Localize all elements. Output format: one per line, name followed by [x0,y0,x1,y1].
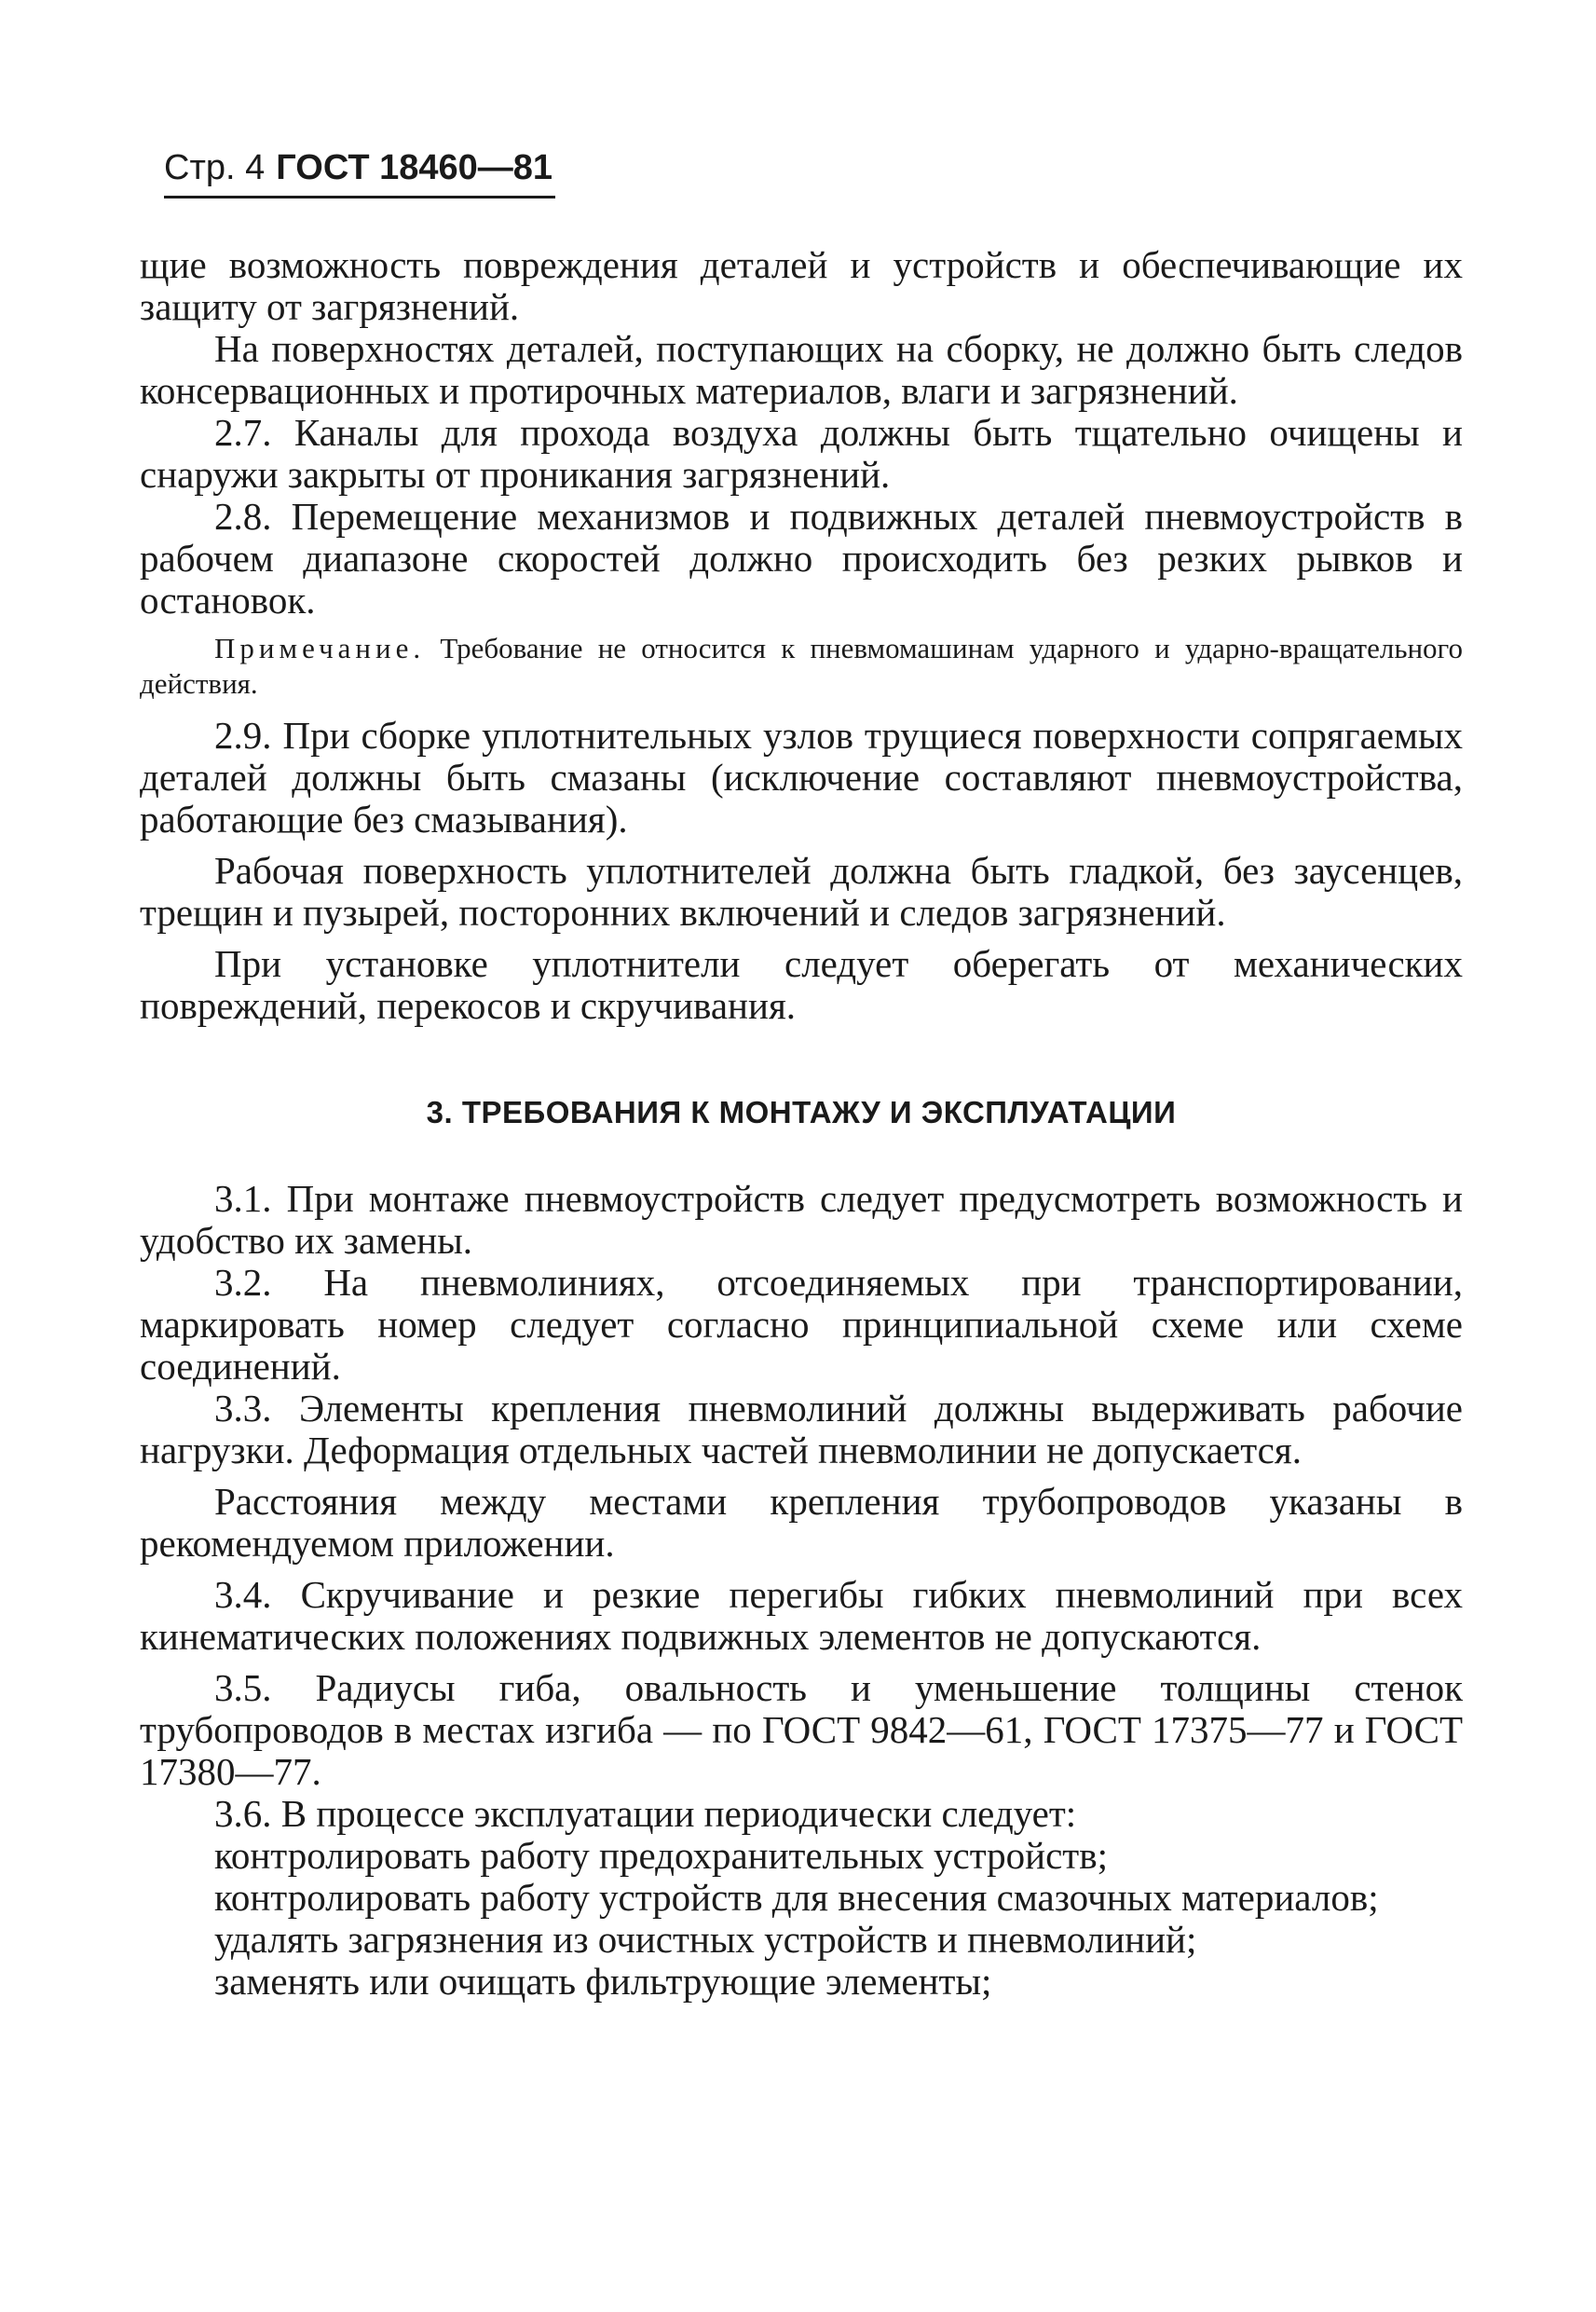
note-text: Требование не относится к пневмомашинам ударного и ударно-вращательного действия. [140,632,1464,700]
paragraph-continuation: щие возможность повреждения деталей и устройств и обеспечивающие их защиту от загрязнений. [140,243,1463,328]
paragraph-3-2: 3.2. На пневмолиниях, отсоединяемых при транспортировании, маркировать номер следует согласно принципиальной схеме или схеме соединений. [140,1261,1463,1388]
paragraph-3-3: 3.3. Элементы крепления пневмолиний должны выдерживать рабочие нагрузки. Деформация отдельных частей пневмолинии не допускается. [140,1387,1463,1471]
paragraph-3-5: 3.5. Радиусы гиба, овальность и уменьшение толщины стенок трубопроводов в местах изгиба — по ГОСТ 9842—61, ГОСТ 17375—77 и ГОСТ 17380—77. [140,1666,1463,1793]
page-number: Стр. 4 [164,148,266,187]
document-body [140,244,1463,2003]
paragraph-3-4: 3.4. Скручивание и резкие перегибы гибких пневмолиний при всех кинематических положениях подвижных элементов не допускаются. [140,1573,1463,1658]
paragraph-seal-install: При установке уплотнители следует оберегать от механических повреждений, перекосов и скручивания. [140,942,1463,1027]
paragraph-2-7: 2.7. Каналы для прохода воздуха должны быть тщательно очищены и снаружи закрыты от проникания загрязнений. [140,411,1463,496]
paragraph-3-6: 3.6. В процессе эксплуатации периодически следует: [214,1792,1077,1835]
list-item-remove-dirt: удалять загрязнения из очистных устройств и пневмолиний; [214,1918,1197,1961]
list-item-safety-devices: контролировать работу предохранительных устройств; [214,1834,1108,1877]
note-label: Примечание. [214,632,426,664]
list-item-filters: заменять или очищать фильтрующие элементы; [214,1960,992,2003]
paragraph-2-8: 2.8. Перемещение механизмов и подвижных деталей пневмоустройств в рабочем диапазоне скоростей должно происходить без резких рывков и остановок. [140,495,1463,622]
header-rule [164,196,555,198]
section-3-title: 3. ТРЕБОВАНИЯ К МОНТАЖУ И ЭКСПЛУАТАЦИИ [426,1095,1177,1129]
list-item-lubrication: контролировать работу устройств для внесения смазочных материалов; [214,1876,1379,1919]
page-header [164,147,555,188]
paragraph-seal-surface: Рабочая поверхность уплотнителей должна быть гладкой, без заусенцев, трещин и пузырей, посторонних включений и следов загрязнений. [140,849,1463,934]
paragraph-2-9: 2.9. При сборке уплотнительных узлов трущиеся поверхности сопрягаемых деталей должны быть смазаны (исключение составляют пневмоустройства, работающие без смазывания). [140,714,1463,841]
standard-number: ГОСТ 18460—81 [276,148,553,187]
paragraph-3-1: 3.1. При монтаже пневмоустройств следует предусмотреть возможность и удобство их замены. [140,1177,1463,1262]
paragraph-distances: Расстояния между местами крепления трубопроводов указаны в рекомендуемом приложении. [140,1480,1463,1565]
paragraph-surfaces: На поверхностях деталей, поступающих на сборку, не должно быть следов консервационных и протирочных материалов, влаги и загрязнений. [140,327,1463,412]
note [140,631,1463,702]
